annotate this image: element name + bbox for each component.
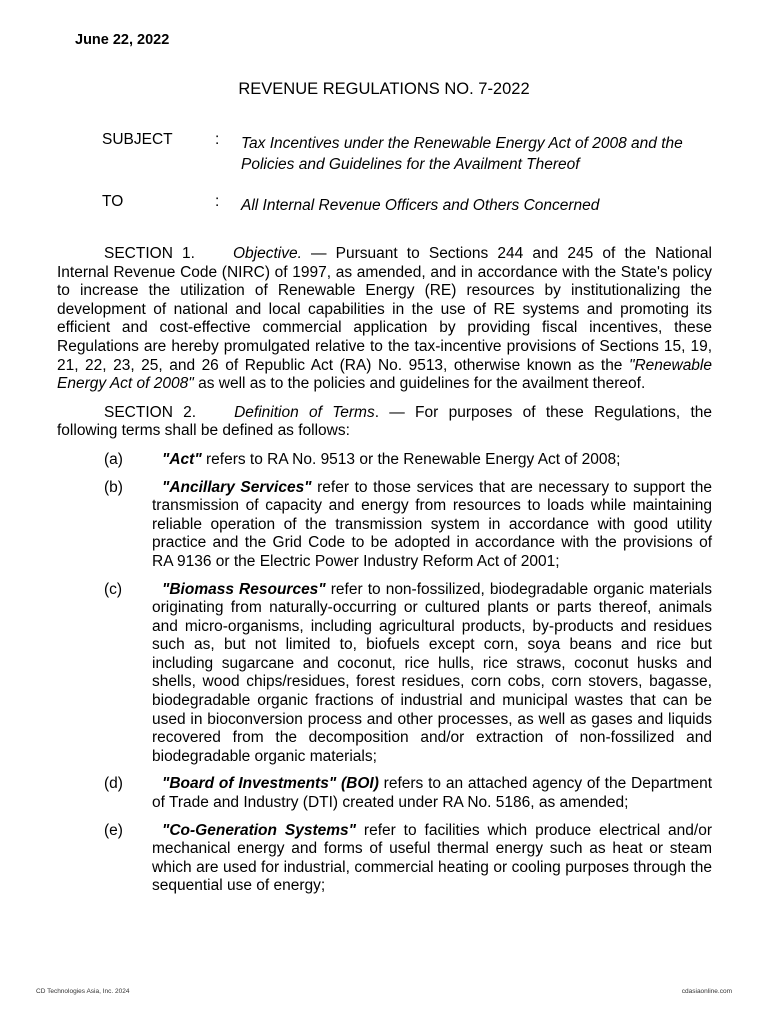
- definition-letter: (e): [104, 821, 123, 839]
- definition-body: refers to RA No. 9513 or the Renewable Energy Act of 2008;: [201, 450, 621, 468]
- definition-term: "Co-Generation Systems": [162, 821, 357, 839]
- definition-text: [152, 479, 712, 572]
- definition-ancillary-services: [57, 479, 712, 572]
- definition-letter: (b): [104, 478, 123, 496]
- definition-text: [152, 451, 712, 470]
- definition-board-of-investments: [57, 775, 712, 812]
- definition-term: "Board of Investments" (BOI): [162, 775, 379, 793]
- to-colon: :: [215, 193, 220, 210]
- section-2-text: . — For purposes of these Regulations, the following terms shall be defined as follows:: [57, 403, 712, 440]
- section-1-number: SECTION 1.: [104, 245, 195, 262]
- definition-text: [152, 775, 712, 812]
- definition-letter: (c): [104, 580, 123, 598]
- definition-body: refer to non-fossilized, biodegradable organic materials originating from naturally-occurring or cultured plants or parts thereof, animals and micro-organisms, including agricultural products, by-products and residues such as, but not limited to, biofuels except corn, soya beans and rice but including sugarcane and coconut, rice hulls, rice straws, coconut husks and shells, wood chips/residues, forest residues, corn cobs, corn stovers, bagasse, biodegradable organic fractions of industrial and municipal wastes that can be used in bioconversion process and other processes, as well as gases and liquids recovered from the decomposition and/or extraction of non-fossilized and biodegradable organic materials;: [152, 580, 712, 765]
- section-2-title: Definition of Terms: [234, 403, 375, 421]
- footer-website: cdasiaonline.com: [681, 988, 732, 995]
- definition-body: refers to an attached agency of the Department of Trade and Industry (DTI) created under RA No. 5186, as amended;: [152, 775, 712, 812]
- definition-co-generation-systems: [57, 822, 712, 896]
- definition-biomass-resources: [57, 581, 712, 767]
- definition-term: "Biomass Resources": [162, 580, 326, 598]
- definition-letter: (d): [104, 775, 123, 793]
- definition-body: refer to those services that are necessary to support the transmission of capacity and energy from resources to loads while maintaining reliable operation of the transmission system in accordance with good utility practice and the Grid Code to be adopted in accordance with the provisions of RA 9136 or the Electric Power Industry Reform Act of 2001;: [152, 478, 712, 570]
- section-1-text-a: — Pursuant to Sections 244 and 245 of the National Internal Revenue Code (NIRC) of 1997, as amended, and in accordance with the State's policy to increase the utilization of Renewable Energy (RE) resources by institutionalizing the development of national and local capabilities in the use of RE systems and promoting its efficient and cost-effective commercial application by providing fiscal incentives, these Regulations are hereby promulgated relative to the tax-incentive provisions of Sections 15, 19, 21, 22, 23, 25, and 26 of Republic Act (RA) No. 9513, otherwise known as the: [57, 245, 712, 374]
- section-2-number: SECTION 2.: [104, 403, 197, 421]
- definition-letter: (a): [104, 450, 123, 468]
- document-body: [57, 245, 712, 905]
- subject-label: SUBJECT: [102, 131, 173, 148]
- document-date: June 22, 2022: [75, 32, 170, 48]
- section-1-title: Objective.: [232, 245, 302, 262]
- subject-value: Tax Incentives under the Renewable Energy Act of 2008 and the Policies and Guidelines for the Availment Thereof: [241, 135, 683, 173]
- subject-colon: :: [215, 131, 220, 148]
- section-1-act-name: "Renewable Energy Act of 2008": [57, 356, 712, 393]
- section-1-paragraph: [57, 245, 712, 394]
- footer-publisher: CD Technologies Asia, Inc. 2024: [36, 988, 130, 995]
- definition-body: refer to facilities which produce electrical and/or mechanical energy and forms of useful thermal energy such as heat or steam which are used for industrial, commercial heating or cooling purposes through the sequential use of energy;: [152, 821, 712, 895]
- definition-text: [152, 581, 712, 767]
- to-label: TO: [102, 193, 124, 210]
- definition-term: "Ancillary Services": [162, 478, 312, 496]
- definition-term: "Act": [162, 450, 202, 468]
- document-title: REVENUE REGULATIONS NO. 7-2022: [238, 80, 530, 98]
- section-2-paragraph: [57, 404, 712, 441]
- definition-text: [152, 822, 712, 896]
- definition-act: [57, 451, 712, 470]
- to-value: All Internal Revenue Officers and Others Concerned: [241, 197, 600, 214]
- section-1-text-b: as well as to the policies and guidelines for the availment thereof.: [193, 375, 646, 393]
